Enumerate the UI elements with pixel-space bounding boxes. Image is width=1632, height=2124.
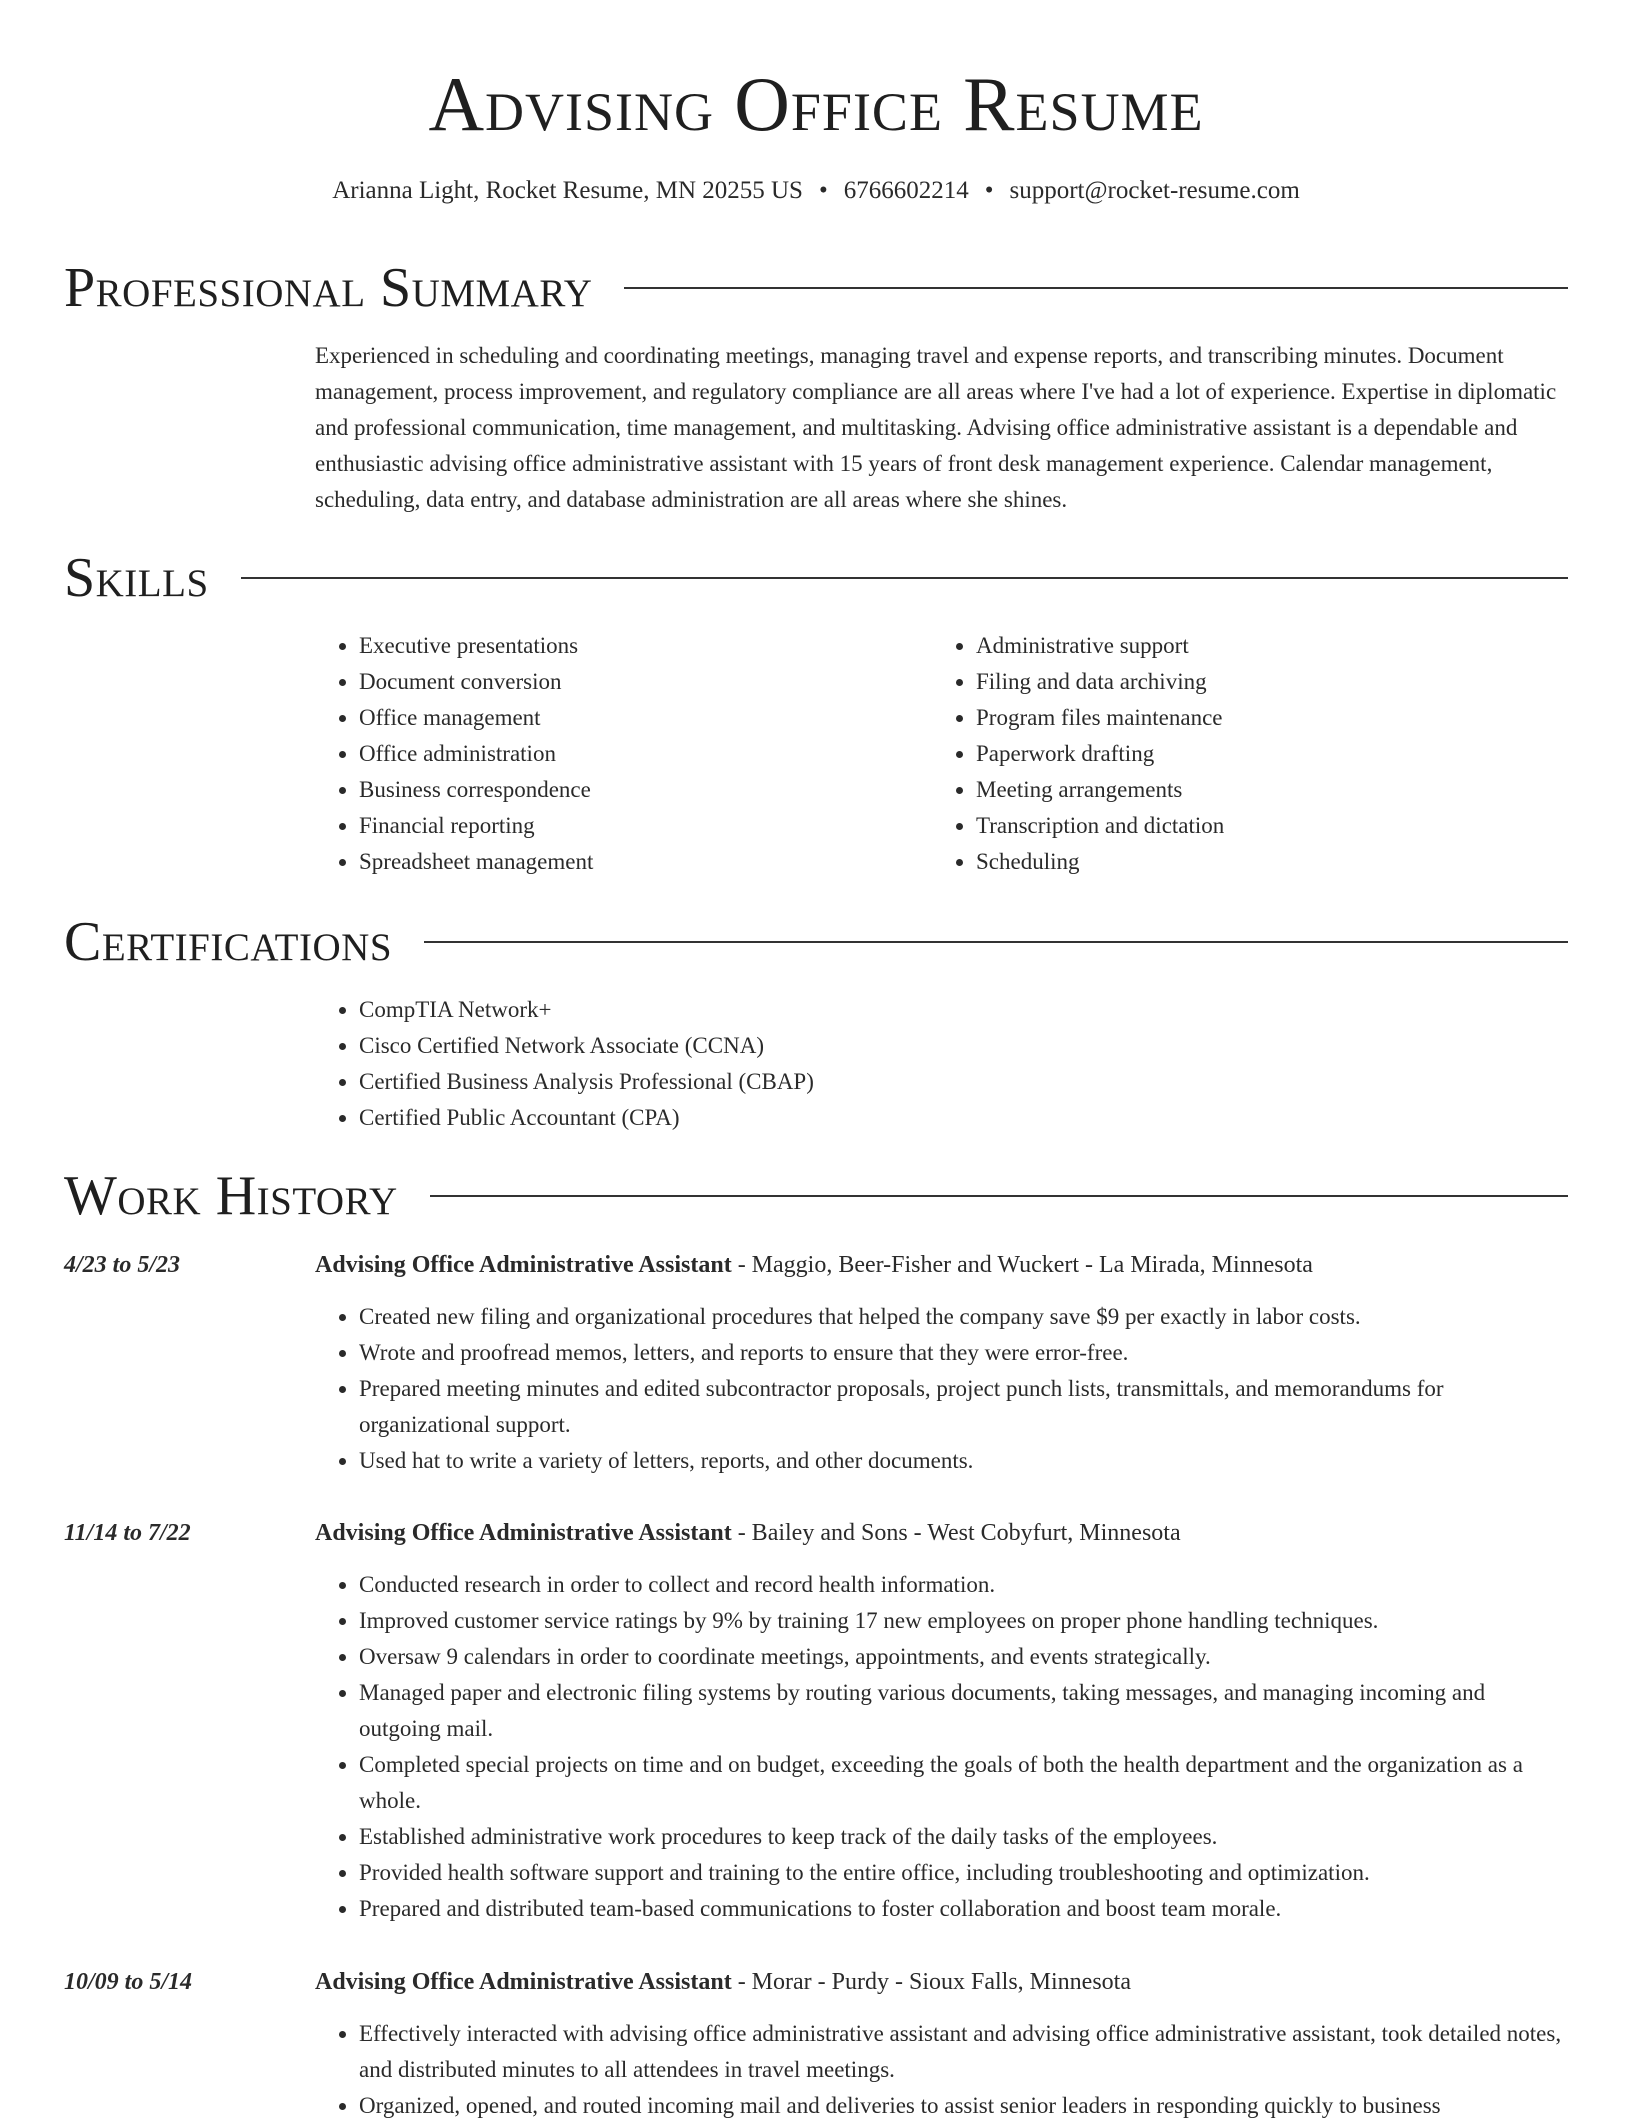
skill-item: • Paperwork drafting [976, 736, 1532, 772]
job-employer-location: - Bailey and Sons - West Cobyfurt, Minnesota [731, 1520, 1181, 1546]
job-bullet: • Managed paper and electronic filing systems by routing various documents, taking messages, and managing incoming and outgoing mail. [359, 1675, 1568, 1747]
skill-item: • Filing and data archiving [976, 664, 1532, 700]
contact-separator: • [818, 177, 828, 204]
certifications-heading: Certifications [64, 911, 393, 973]
job-header [315, 1966, 1568, 1998]
certification-item: • CompTIA Network+ [359, 992, 1215, 1028]
certification-item: • Certified Business Analysis Professional (CBAP) [359, 1064, 1215, 1100]
certifications-section-header [64, 912, 1568, 972]
section-divider [241, 577, 1568, 579]
job-title: Advising Office Administrative Assistant [315, 1969, 732, 1995]
contact-separator: • [984, 177, 994, 204]
contact-email: support@rocket-resume.com [1009, 177, 1300, 204]
job-bullet: • Provided health software support and training to the entire office, including troubleshooting and optimization. [359, 1855, 1568, 1891]
job-bullet: • Oversaw 9 calendars in order to coordinate meetings, appointments, and events strategically. [359, 1639, 1568, 1675]
certification-item: • Certified Public Accountant (CPA) [359, 1100, 1215, 1136]
section-divider [430, 1195, 1568, 1197]
skill-item: • Executive presentations [359, 628, 915, 664]
job-employer-location: - Maggio, Beer-Fisher and Wuckert - La Mirada, Minnesota [731, 1252, 1313, 1278]
job-bullets [315, 2016, 1568, 2124]
job-bullet: • Prepared meeting minutes and edited subcontractor proposals, project punch lists, transmittals, and memorandums for organizational support. [359, 1371, 1568, 1443]
skills-right-column [932, 628, 1532, 880]
job-bullets [315, 1299, 1568, 1479]
job-bullet: • Improved customer service ratings by 9% by training 17 new employees on proper phone handling techniques. [359, 1603, 1568, 1639]
job-bullet: • Established administrative work procedures to keep track of the daily tasks of the employees. [359, 1819, 1568, 1855]
job-title: Advising Office Administrative Assistant [315, 1520, 732, 1546]
skill-item: • Office management [359, 700, 915, 736]
section-divider [624, 287, 1568, 289]
skill-item: • Meeting arrangements [976, 772, 1532, 808]
job-employer-location: - Morar - Purdy - Sioux Falls, Minnesota [731, 1969, 1131, 1995]
job-bullet: • Completed special projects on time and on budget, exceeding the goals of both the health department and the organization as a whole. [359, 1747, 1568, 1819]
resume-title: Advising Office Resume [428, 61, 1204, 147]
job-bullet: • Effectively interacted with advising office administrative assistant and advising office administrative assistant, took detailed notes, and distributed minutes to all attendees in travel meetings. [359, 2016, 1568, 2088]
summary-heading: Professional Summary [64, 257, 593, 319]
job-bullets [315, 1567, 1568, 1927]
certifications-list [315, 992, 1215, 1136]
skill-item: • Program files maintenance [976, 700, 1532, 736]
job-bullet: • Conducted research in order to collect and record health information. [359, 1567, 1568, 1603]
skills-left-column [315, 628, 915, 880]
job-bullet: • Prepared and distributed team-based communications to foster collaboration and boost team morale. [359, 1891, 1568, 1927]
work-history-heading: Work History [64, 1165, 398, 1227]
skill-item: • Transcription and dictation [976, 808, 1532, 844]
contact-address: Arianna Light, Rocket Resume, MN 20255 US [332, 177, 803, 204]
summary-text: Experienced in scheduling and coordinating meetings, managing travel and expense reports, and transcribing minutes. Document management, process improvement, and regulatory compliance are all areas where I've had a lot of experience. Expertise in diplomatic and professional communication, time management, and multitasking. Advising office administrative assistant is a dependable and enthusiastic advising office administrative assistant with 15 years of front desk management experience. Calendar management, scheduling, data entry, and database administration are all areas where she shines. [315, 343, 1557, 512]
job-header [315, 1249, 1568, 1281]
skill-item: • Financial reporting [359, 808, 915, 844]
job-dates: 11/14 to 7/22 [64, 1520, 191, 1546]
summary-section-header [64, 258, 1568, 318]
job-bullet: • Created new filing and organizational procedures that helped the company save $9 per exactly in labor costs. [359, 1299, 1568, 1335]
job-bullet: • Wrote and proofread memos, letters, and reports to ensure that they were error-free. [359, 1335, 1568, 1371]
skill-item: • Business correspondence [359, 772, 915, 808]
skills-section-header [64, 548, 1568, 608]
job-header [315, 1517, 1568, 1549]
skill-item: • Spreadsheet management [359, 844, 915, 880]
skill-item: • Administrative support [976, 628, 1532, 664]
skill-item: • Office administration [359, 736, 915, 772]
skill-item: • Document conversion [359, 664, 915, 700]
contact-line [0, 175, 1632, 207]
contact-phone: 6766602214 [843, 177, 969, 204]
certification-item: • Cisco Certified Network Associate (CCNA) [359, 1028, 1215, 1064]
job-bullet: • Organized, opened, and routed incoming mail and deliveries to assist senior leaders in responding quickly to business [359, 2088, 1568, 2124]
section-divider [424, 941, 1568, 943]
job-dates: 10/09 to 5/14 [64, 1969, 193, 1995]
skills-heading: Skills [64, 547, 209, 609]
skill-item: • Scheduling [976, 844, 1532, 880]
job-title: Advising Office Administrative Assistant [315, 1252, 732, 1278]
work-history-section-header [64, 1166, 1568, 1226]
job-dates: 4/23 to 5/23 [64, 1252, 181, 1278]
job-bullet: • Used hat to write a variety of letters, reports, and other documents. [359, 1443, 1568, 1479]
